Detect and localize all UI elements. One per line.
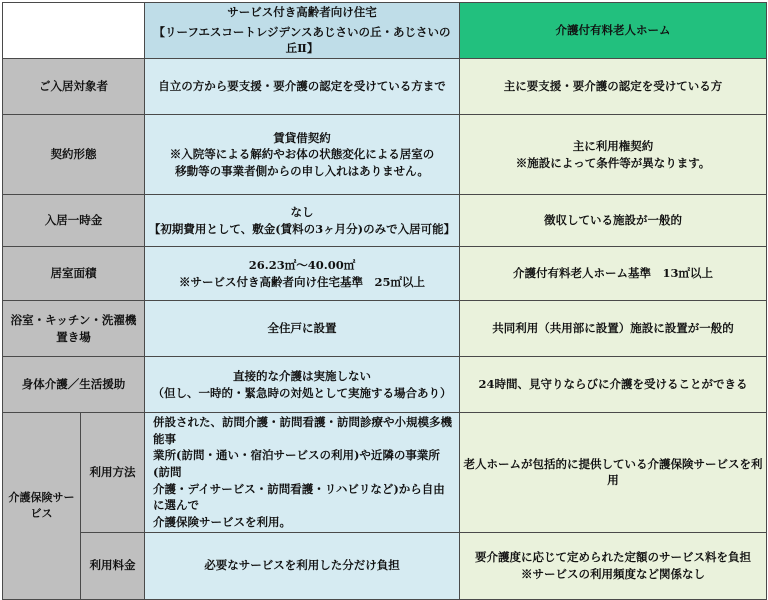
row-label-contract: 契約形態 <box>3 115 145 195</box>
cell-care-b <box>460 357 767 413</box>
header-nursing-home: 介護付有料老人ホーム <box>460 3 767 59</box>
text-line: ※サービスの利用頻度など関係なし <box>521 566 705 581</box>
cell-lump-b <box>460 195 767 247</box>
row-contract <box>3 115 767 195</box>
corner-cell <box>3 3 145 59</box>
text-line: 賃貸借契約 <box>273 130 331 145</box>
cell-facility-a <box>145 301 460 357</box>
text-line: 24時間、見守りならびに介護を受けることができる <box>478 377 748 392</box>
row-label-area: 居室面積 <box>3 247 145 301</box>
text-line: なし <box>290 204 314 219</box>
cell-fee-b <box>460 532 767 599</box>
text-line: 要介護度に応じて定められた定額のサービス料を負担 <box>475 550 751 565</box>
text-line: 直接的な介護は実施しない <box>233 368 371 383</box>
text-line: 必要なサービスを利用した分だけ負担 <box>204 558 400 573</box>
text-line: 主に利用権契約 <box>572 138 654 153</box>
cell-usage-b <box>460 413 767 533</box>
cell-target-b <box>460 59 767 115</box>
text-line: 介護保険サービスを利用。 <box>153 515 291 530</box>
row-label-lump: 入居一時金 <box>3 195 145 247</box>
text-line: 併設された、訪問介護・訪問看護・訪問診療や小規模多機能事 <box>153 415 452 446</box>
row-insurance-usage <box>3 413 767 533</box>
text-line: ※入院等による解約やお体の状態変化による居室の <box>169 147 435 162</box>
header-service-housing <box>145 3 460 59</box>
cell-area-b <box>460 247 767 301</box>
text-line: 徴収している施設が一般的 <box>544 213 682 228</box>
row-label-fee: 利用料金 <box>81 532 145 599</box>
text-line: 26.23㎡～40.00㎡ <box>248 257 356 272</box>
row-care <box>3 357 767 413</box>
row-area <box>3 247 767 301</box>
text-line: 全住戸に設置 <box>267 321 337 336</box>
text-line: 業所(訪問・通い・宿泊サービスの利用)や近隣の事業所(訪問 <box>153 448 440 480</box>
text-line: 老人ホームが包括的に提供している介護保険サービスを利用 <box>463 456 763 488</box>
row-lump <box>3 195 767 247</box>
cell-area-a <box>145 247 460 301</box>
row-label-target: ご入居対象者 <box>3 59 145 115</box>
row-label-insurance: 介護保険サービス <box>3 413 81 600</box>
row-label-usage: 利用方法 <box>81 413 145 533</box>
row-facility <box>3 301 767 357</box>
row-label-facility: 浴室・キッチン・洗濯機置き場 <box>3 301 145 357</box>
cell-lump-a <box>145 195 460 247</box>
text-line: 移動等の事業者側からの申し入れはありません。 <box>175 163 429 178</box>
text-line: ※サービス付き高齢者向け住宅基準 25㎡以上 <box>178 274 425 289</box>
cell-fee-a <box>145 532 460 599</box>
row-label-care: 身体介護／生活援助 <box>3 357 145 413</box>
header-service-housing-title: サービス付き高齢者向け住宅 <box>227 5 377 19</box>
cell-target-a <box>145 59 460 115</box>
row-insurance-fee <box>3 532 767 599</box>
cell-facility-b <box>460 301 767 357</box>
cell-care-a <box>145 357 460 413</box>
text-line: ※施設によって条件等が異なります。 <box>515 155 711 170</box>
text-line: （但し、一時的・緊急時の対処として実施する場合あり） <box>152 385 452 400</box>
comparison-table <box>2 2 767 600</box>
header-service-housing-subtitle: 【リーフエスコートレジデンスあじさいの丘・あじさいの丘Ⅱ】 <box>153 24 451 56</box>
header-row <box>3 3 767 59</box>
text-line: 自立の方から要支援・要介護の認定を受けている方まで <box>158 79 446 94</box>
row-target <box>3 59 767 115</box>
cell-usage-a <box>145 413 460 533</box>
text-line: 共同利用（共用部に設置）施設に設置が一般的 <box>492 321 734 336</box>
text-line: 【初期費用として、敷金(賃料の3ヶ月分)のみで入居可能】 <box>148 221 456 236</box>
text-line: 介護付有料老人ホーム基準 13㎡以上 <box>512 266 713 281</box>
text-line: 介護・デイサービス・訪問看護・リハビリなど)から自由に選んで <box>153 481 445 513</box>
cell-contract-a <box>145 115 460 195</box>
cell-contract-b <box>460 115 767 195</box>
text-line: 主に要支援・要介護の認定を受けている方 <box>503 79 723 94</box>
